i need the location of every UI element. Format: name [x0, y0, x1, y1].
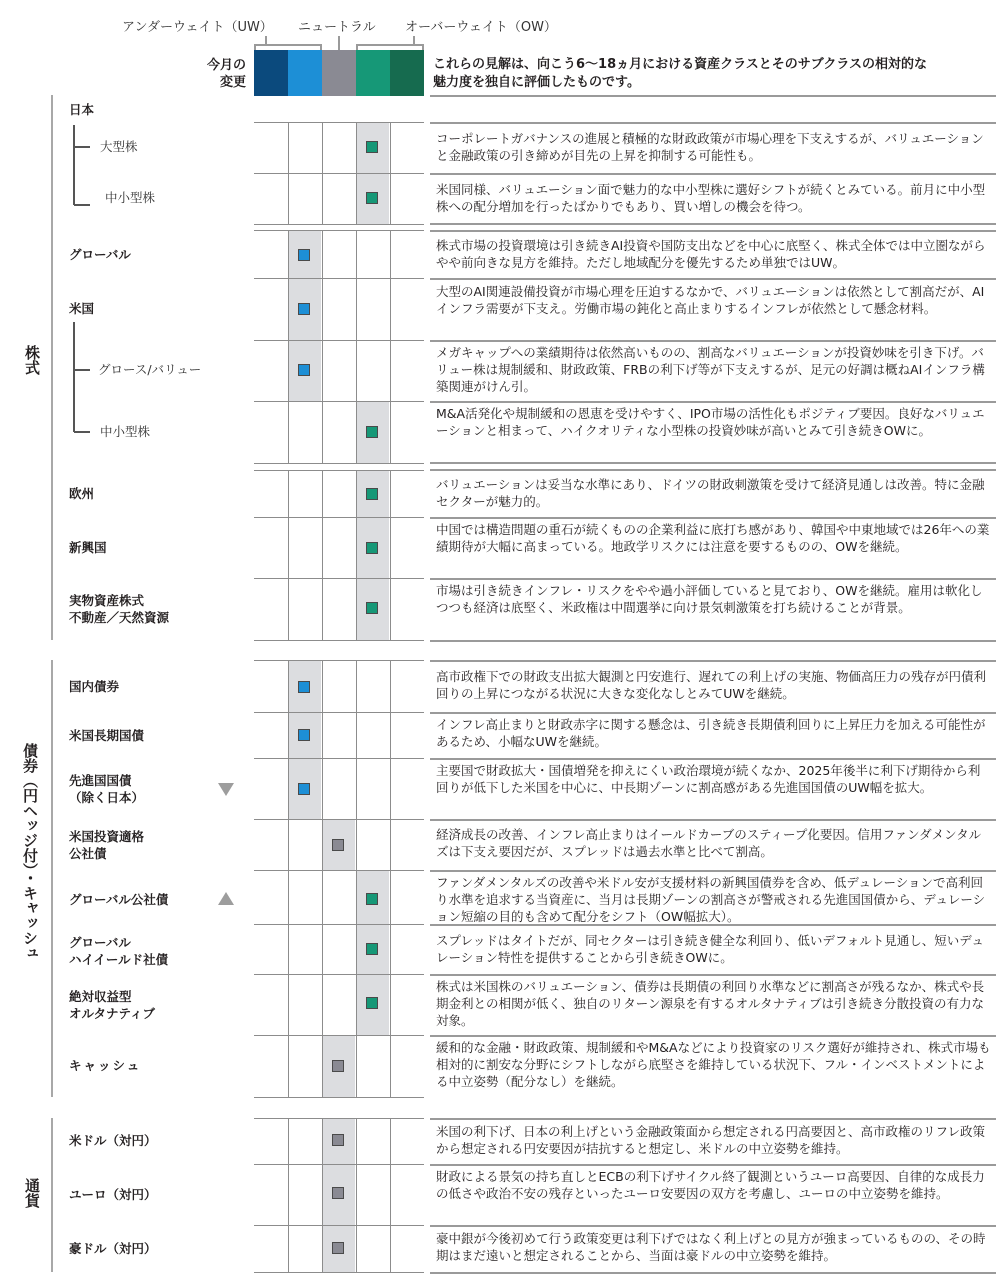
change-label-line1: 今月の — [206, 58, 246, 73]
scale-strong-uw — [254, 50, 288, 96]
us-tree-line — [73, 322, 75, 432]
intro-divider — [430, 95, 996, 97]
row-description: 米国同様、バリュエーション面で魅力的な中小型株に選好シフトが続くとみている。前月に中小型株への配分増加を行ったばかりでもあり、買い増しの機会を待つ。 — [436, 182, 986, 214]
row-label: 米国長期国債 — [69, 728, 145, 743]
grid-line — [254, 578, 424, 579]
row-divider — [430, 819, 996, 821]
rating-marker-neutral — [332, 839, 344, 851]
change-up-arrow-icon — [218, 892, 234, 905]
grid-line — [254, 340, 424, 341]
monthly-change-label — [196, 57, 246, 91]
rating-marker-uw — [298, 249, 310, 261]
grid-line — [254, 870, 424, 871]
grid-line — [288, 230, 289, 463]
row-description: インフレ高止まりと財政赤字に関する懸念は、引き続き長期債利回りに上昇圧力を加える可能性があるため、小幅なUWを継続。 — [436, 717, 986, 749]
row-label: 欧州 — [69, 486, 95, 501]
row-divider — [430, 401, 996, 403]
japan-tree-line — [73, 125, 75, 205]
section-label-bonds: 債券（円ヘッジ付）・キャッシュ — [21, 743, 39, 961]
grid-line — [390, 1118, 391, 1272]
row-label — [69, 988, 155, 1022]
grid-line — [322, 230, 323, 463]
rating-marker-neutral — [332, 1134, 344, 1146]
equity-japan-header: 日本 — [69, 102, 95, 117]
japan-tree-branch — [74, 204, 90, 206]
row-label: キャッシュ — [69, 1058, 142, 1073]
row-label: 新興国 — [69, 540, 107, 555]
row-description: 中国では構造問題の重石が続くものの企業利益に底打ち感があり、韓国や中東地域では26年への業績期待が大幅に高まっている。地政学リスクには注意を要するものの、OWを継続。 — [436, 522, 990, 554]
grid-line — [254, 470, 424, 471]
row-divider — [430, 1225, 996, 1227]
japan-tree-branch — [74, 146, 90, 148]
row-description: 株式市場の投資環境は引き続きAI投資や国防支出などを中心に底堅く、株式全体では中立圏ながらやや前向きな見方を維持。ただし地域配分を優先するため単独ではUW。 — [436, 238, 986, 270]
rating-marker-ow — [366, 997, 378, 1009]
grid-line — [322, 470, 323, 640]
bonds-section-rule — [51, 660, 53, 1097]
grid-line — [254, 1164, 424, 1165]
grid-line — [254, 401, 424, 402]
grid-line — [254, 1272, 424, 1273]
intro-text — [433, 56, 993, 92]
row-description: 緩和的な金融・財政政策、規制緩和やM&Aなどにより投資家のリスク選好が維持され、株式市場も相対的に割安な分野にシフトしながら底堅さを維持している状況下、フル・インベストメントによる中立姿勢（配分なし）を継続。 — [436, 1040, 991, 1089]
row-label-line2: ハイイールド社債 — [69, 952, 169, 967]
rating-marker-uw — [298, 303, 310, 315]
legend-underweight-label: アンダーウェイト（UW） — [122, 20, 273, 35]
row-divider — [430, 1118, 996, 1120]
row-label: グローバル公社債 — [69, 892, 169, 907]
rating-marker-uw — [298, 729, 310, 741]
grid-line — [288, 1118, 289, 1272]
row-description: バリュエーションは妥当な水準にあり、ドイツの財政刺激策を受けて経済見通しは改善。特に金融セクターが魅力的。 — [436, 477, 985, 509]
grid-line — [254, 758, 424, 759]
grid-line — [356, 230, 357, 463]
row-label-line2: 不動産／天然資源 — [69, 610, 170, 625]
row-label-line2: オルタナティブ — [69, 1006, 156, 1021]
row-label-line1: グローバル — [69, 935, 131, 950]
row-label-line1: 実物資産株式 — [69, 593, 145, 608]
rating-marker-uw — [298, 783, 310, 795]
rating-marker-ow — [366, 192, 378, 204]
grid-line — [254, 660, 424, 661]
section-label-equity: 株式 — [23, 345, 41, 375]
row-label: 豪ドル（対円） — [69, 1241, 157, 1256]
row-divider — [430, 660, 996, 662]
grid-line — [356, 470, 357, 640]
grid-line — [254, 712, 424, 713]
row-label: グロース/バリュー — [98, 362, 202, 377]
rating-marker-uw — [298, 364, 310, 376]
grid-line — [390, 230, 391, 463]
row-label — [69, 772, 144, 806]
row-label: グローバル — [69, 247, 131, 262]
row-description: メガキャップへの業績期待は依然高いものの、割高なバリュエーションが投資妙味を引き下げ。バリュー株は規制緩和、財政政策、FRBの利下げ等が下支えするが、足元の好調は概ねAIインフラ構築関連がけん引。 — [436, 345, 985, 394]
grid-line — [254, 819, 424, 820]
scale-ow — [356, 50, 390, 96]
row-label: 米ドル（対円） — [69, 1133, 157, 1148]
scale-neutral — [322, 50, 356, 96]
row-description: 高市政権下での財政支出拡大観測と円安進行、遅れての利上げの実施、物価高圧力の残存が円債利回りの上昇につながる状況に大きな変化なしとみてUWを継続。 — [436, 669, 987, 701]
intro-line2: 魅力度を独自に評価したものです。 — [433, 75, 640, 90]
change-label-line2: 変更 — [219, 75, 246, 90]
row-label — [69, 592, 169, 626]
neutral-tick — [338, 36, 340, 50]
grid-line — [254, 122, 424, 123]
grid-line — [356, 1118, 357, 1272]
row-divider — [430, 712, 996, 714]
row-label: ユーロ（対円） — [69, 1187, 157, 1202]
change-down-arrow-icon — [218, 783, 234, 796]
grid-line — [322, 660, 323, 1097]
row-description: 株式は米国株のバリュエーション、債券は長期債の利回り水準などに割高さが残るなか、株式や長期金利との相関が低く、独自のリターン源泉を有するオルタナティブは引き続き分散投資の有力な対象。 — [436, 979, 985, 1028]
row-description: 市場は引き続きインフレ・リスクをやや過小評価していると見ており、OWを継続。雇用は軟化しつつも経済は底堅く、米政権は中間選挙に向け景気刺激策を打ち続けることが背景。 — [436, 583, 983, 615]
row-description: 経済成長の改善、インフレ高止まりはイールドカーブのスティープ化要因。信用ファンダメンタルズは下支え要因だが、スプレッドは過去水準と比べて割高。 — [436, 827, 982, 859]
row-label-line2: （除く日本） — [69, 790, 145, 805]
row-label: 中小型株 — [105, 190, 156, 205]
grid-line — [254, 974, 424, 975]
grid-line — [390, 660, 391, 1097]
row-description: コーポレートガバナンスの進展と積極的な財政政策が市場心理を下支えするが、バリュエーションと金融政策の引き締めが目先の上昇を抑制する可能性も。 — [436, 131, 984, 163]
row-divider — [430, 122, 996, 124]
grid-line — [288, 660, 289, 1097]
intro-line1: これらの見解は、向こう6〜18ヵ月における資産クラスとそのサブクラスの相対的な — [433, 57, 927, 72]
grid-line — [254, 1118, 424, 1119]
rating-marker-ow — [366, 893, 378, 905]
row-divider — [430, 223, 996, 225]
row-label — [69, 934, 168, 968]
rating-marker-neutral — [332, 1242, 344, 1254]
row-description: M&A活発化や規制緩和の恩恵を受けやすく、IPO市場の活性化もポジティブ要因。良好なバリュエーションと相まって、ハイクオリティな小型株の投資妙味が高いとみて引き続きOWに。 — [436, 406, 985, 438]
rating-marker-ow — [366, 943, 378, 955]
rating-marker-ow — [366, 141, 378, 153]
grid-line — [254, 517, 424, 518]
equity-section-rule — [51, 95, 53, 640]
rating-marker-neutral — [332, 1187, 344, 1199]
currency-section-rule — [51, 1118, 53, 1272]
row-description: 米国の利下げ、日本の利上げという金融政策面から想定される円高要因と、高市政権のリフレ政策から想定される円安要因が拮抗すると想定し、米ドルの中立姿勢を維持。 — [436, 1124, 986, 1156]
row-divider — [430, 640, 996, 642]
row-divider — [430, 340, 996, 342]
rating-marker-ow — [366, 602, 378, 614]
row-divider — [430, 758, 996, 760]
grid-line — [254, 463, 424, 464]
rating-marker-neutral — [332, 1060, 344, 1072]
row-label: 大型株 — [100, 139, 138, 154]
row-divider — [430, 1164, 996, 1166]
grid-line — [356, 660, 357, 1097]
row-divider — [430, 469, 996, 471]
grid-line — [390, 470, 391, 640]
grid-line — [322, 1118, 323, 1272]
grid-line — [254, 224, 424, 225]
us-tree-branch — [74, 431, 90, 433]
grid-line — [254, 640, 424, 641]
rating-marker-ow — [366, 426, 378, 438]
row-divider — [430, 1272, 996, 1274]
row-divider — [430, 974, 996, 976]
row-label-line1: 先進国国債 — [69, 773, 132, 788]
us-tree-branch — [74, 369, 90, 371]
row-divider — [430, 1035, 996, 1037]
row-description: ファンダメンタルズの改善や米ドル安が支援材料の新興国債券を含め、低デュレーションで高利回り水準を追求する当資産に、当月は長期ゾーンの割高さが警戒される先進国国債から、デュレーション短縮の目的も含めて配分をシフト（OW幅拡大）。 — [436, 875, 986, 924]
row-divider — [430, 517, 996, 519]
row-divider — [430, 578, 996, 580]
rating-marker-uw — [298, 681, 310, 693]
row-description: 豪中銀が今後初めて行う政策変更は利下げではなく利上げとの見方が強まっているものの、その時期はまだ遠いと想定されることから、当面は豪ドルの中立姿勢を維持。 — [436, 1231, 986, 1263]
row-label-line2: 公社債 — [69, 846, 107, 861]
row-description: 主要国で財政拡大・国債増発を抑えにくい政治環境が続くなか、2025年後半に利下げ期待から利回りが低下した米国を中心に、中長期ゾーンに割高感がある先進国国債のUW幅を拡大。 — [436, 763, 981, 795]
grid-line — [254, 173, 424, 174]
row-divider — [430, 173, 996, 175]
grid-line — [254, 278, 424, 279]
grid-line — [254, 1097, 424, 1098]
row-label: 中小型株 — [100, 424, 151, 439]
scale-strong-ow — [390, 50, 424, 96]
row-divider — [430, 462, 996, 464]
row-label — [69, 828, 144, 862]
rating-marker-ow — [366, 488, 378, 500]
rating-marker-ow — [366, 542, 378, 554]
grid-line — [254, 924, 424, 925]
row-description: スプレッドはタイトだが、同セクターは引き続き健全な利回り、低いデフォルト見通し、短いデュレーション特性を提供することから引き続きOWに。 — [436, 933, 984, 965]
section-label-currency: 通貨 — [23, 1178, 41, 1208]
legend-neutral-label: ニュートラル — [298, 20, 376, 35]
row-description: 財政による景気の持ち直しとECBの利下げサイクル終了観測というユーロ高要因、自律的な成長力の低さや政治不安の残存といったユーロ安要因の双方を考慮し、ユーロの中立姿勢を維持。 — [436, 1169, 985, 1201]
grid-line — [254, 230, 424, 231]
legend-overweight-label: オーバーウェイト（OW） — [405, 20, 557, 35]
row-label: 国内債券 — [69, 679, 120, 694]
row-label: 米国 — [69, 301, 95, 316]
row-divider — [430, 230, 996, 232]
scale-uw — [288, 50, 322, 96]
grid-line — [254, 1035, 424, 1036]
grid-line — [288, 470, 289, 640]
row-divider — [430, 870, 996, 872]
grid-line — [254, 1225, 424, 1226]
row-description: 大型のAI関連設備投資が市場心理を圧迫するなかで、バリュエーションは依然として割高だが、AIインフラ需要が下支え。労働市場の鈍化と高止まりするインフレが依然として懸念材料。 — [436, 284, 985, 316]
row-divider — [430, 278, 996, 280]
row-label-line1: 絶対収益型 — [69, 989, 132, 1004]
row-label-line1: 米国投資適格 — [69, 829, 145, 844]
